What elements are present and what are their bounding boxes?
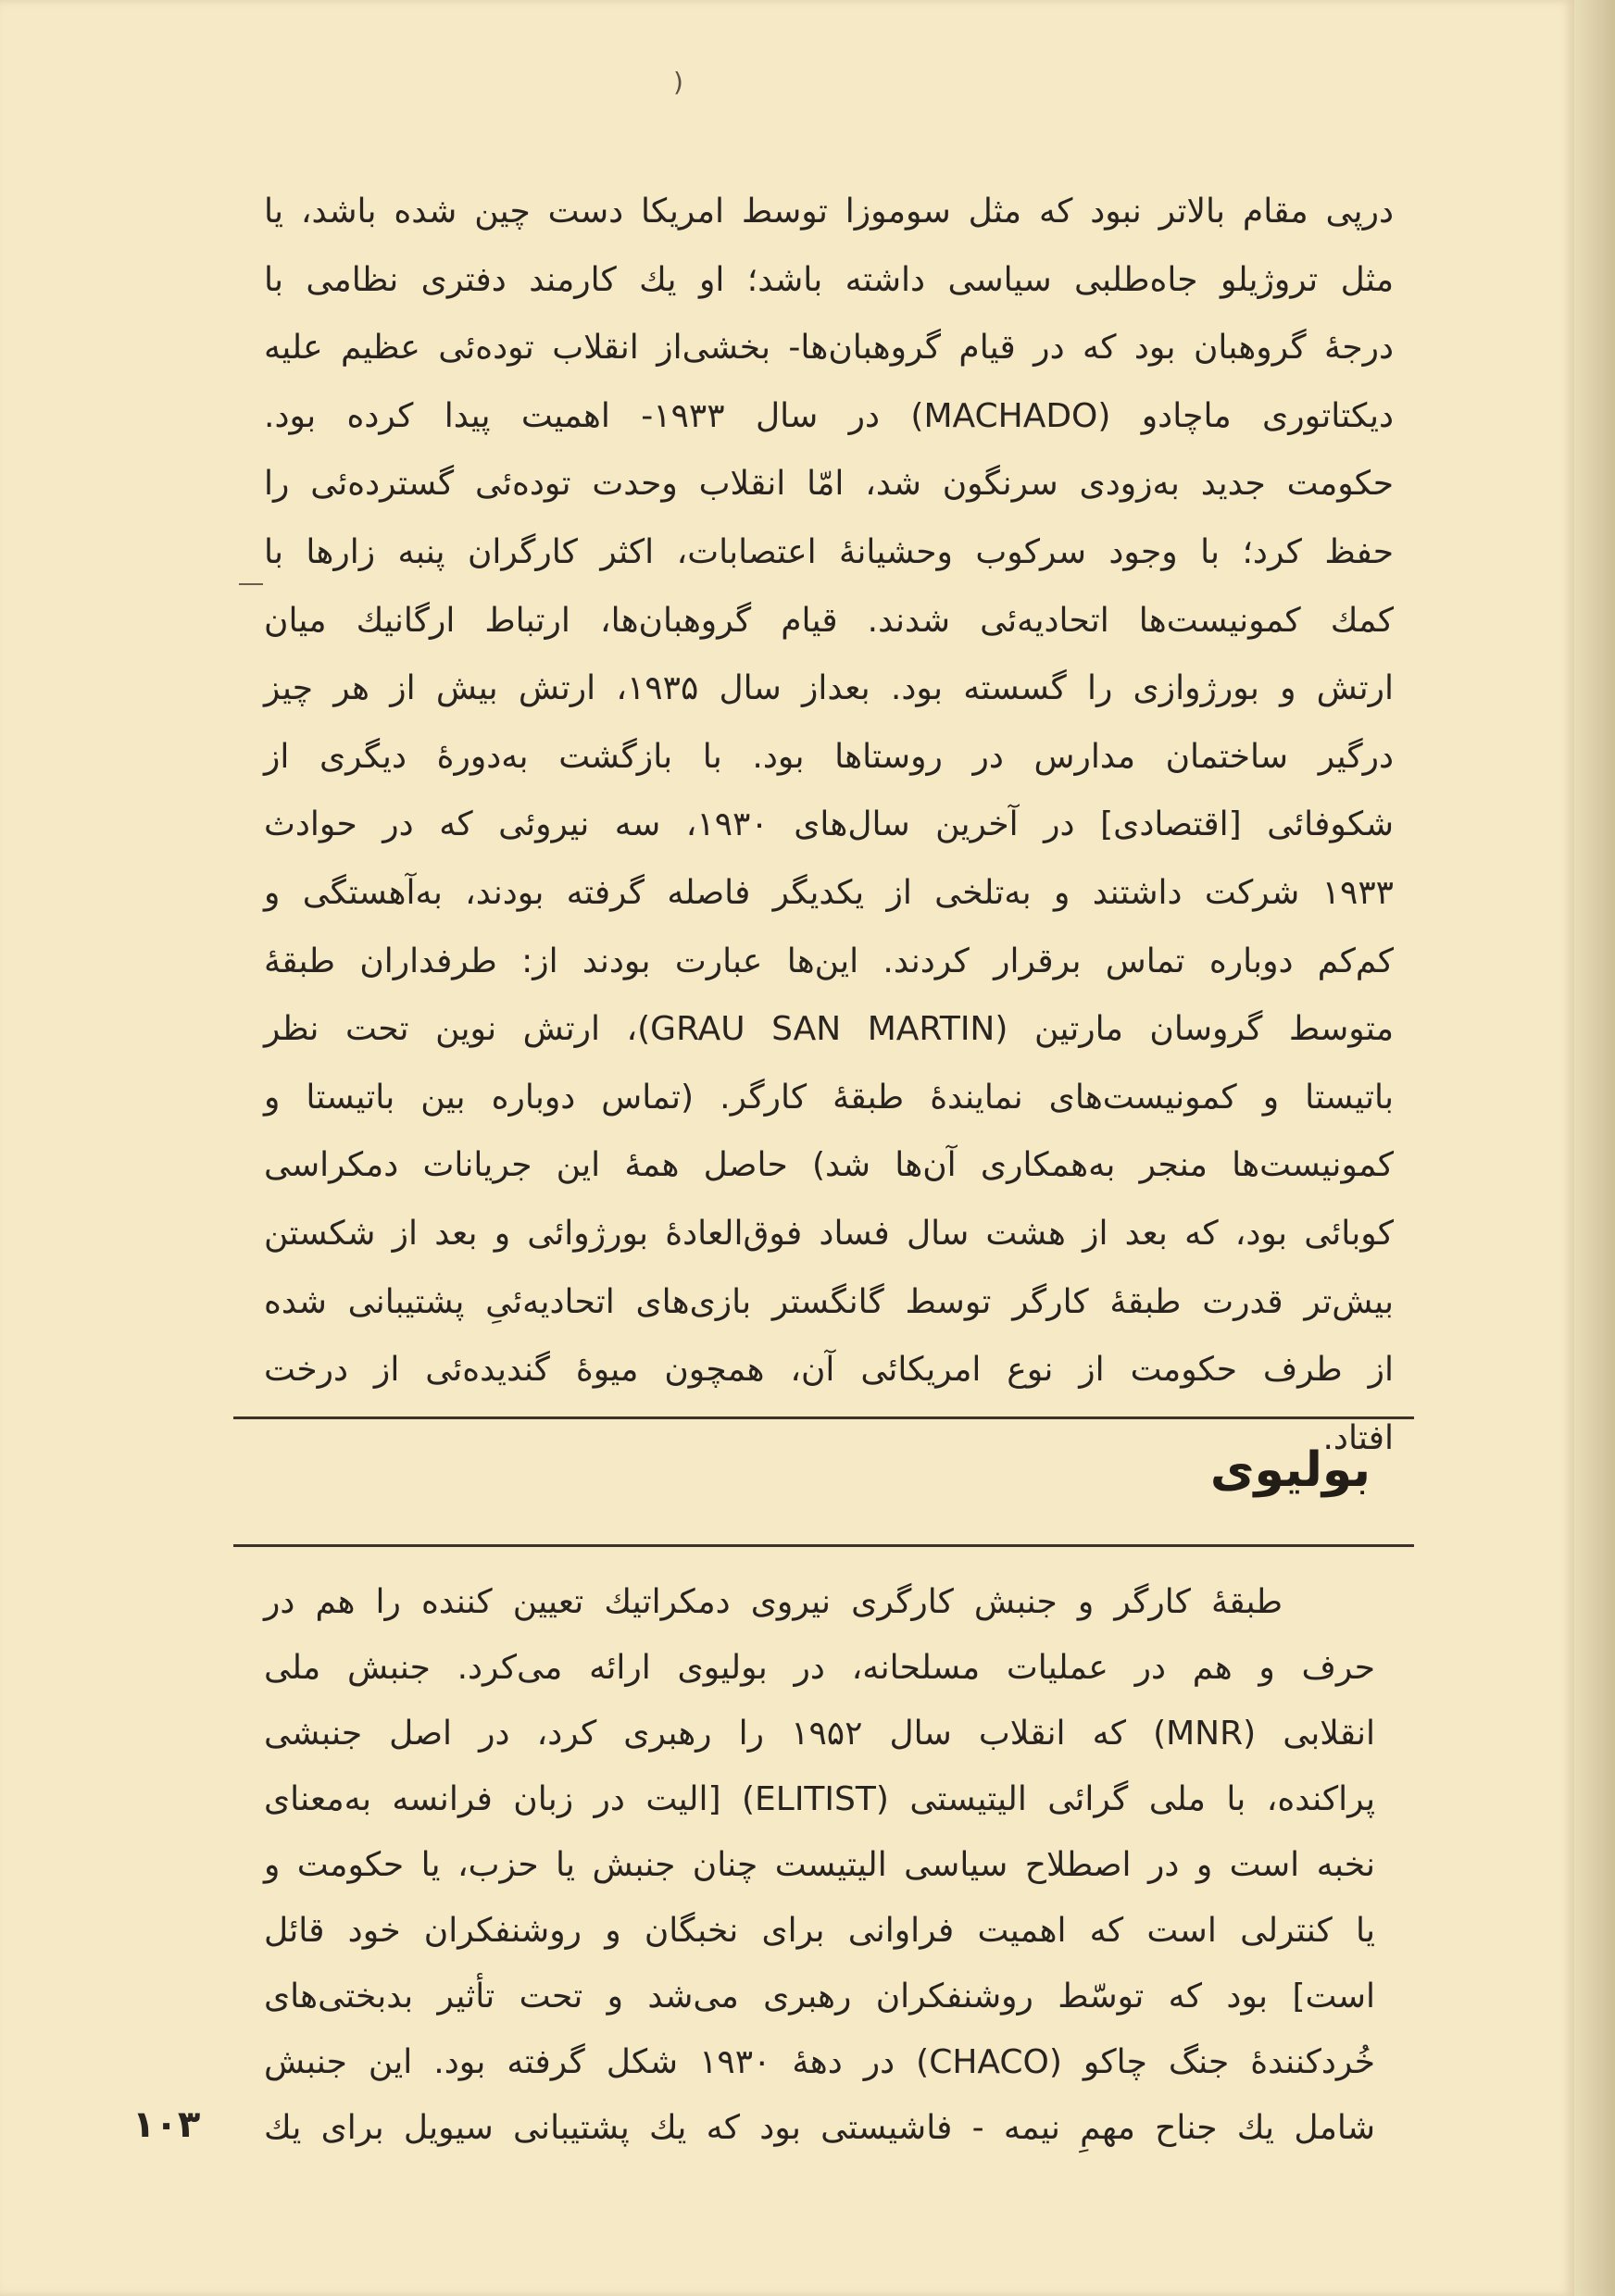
section-divider-bottom xyxy=(233,1544,1414,1547)
text-line: درگیر ساختمان مدارس در روستاها بود. با بازگشت به‌دورهٔ دیگری از xyxy=(264,737,1394,776)
text-line: کمك کمونیست‌ها اتحادیه‌ئی شدند. قیام گروهبان‌ها، ارتباط ارگانیك میان xyxy=(264,601,1394,640)
text-line: کمونیست‌ها منجر به‌همکاری آن‌ها شد) حاصل همهٔ این جریانات دمکراسی xyxy=(264,1146,1394,1185)
paragraph-bolivia xyxy=(264,1569,1375,2161)
text-line: حرف و هم در عملیات مسلحانه، در بولیوی ارائه می‌کرد. جنبش ملی xyxy=(264,1649,1375,1687)
page-number: ۱۰۳ xyxy=(132,2103,201,2146)
page-edge xyxy=(1574,0,1615,2296)
text-line: افتاد. xyxy=(1322,1418,1394,1457)
paragraph-cuba-continuation xyxy=(264,178,1394,1472)
top-margin-mark: ) xyxy=(673,67,683,97)
text-line: حکومت جدید به‌زودی سرنگون شد، امّا انقلاب وحدت توده‌ئی گسترده‌ئی را xyxy=(264,465,1394,504)
text-line: از طرف حکومت از نوع امریکائی آن، همچون میوهٔ گندیده‌ئی از درخت xyxy=(264,1351,1394,1390)
text-line: پراکنده، با ملی گرائی الیتیستی (ELITIST) [الیت در زبان فرانسه به‌معنای xyxy=(264,1780,1375,1818)
text-line: شامل یك جناح مهمِ نیمه - فاشیستی بود که یك پشتیبانی سیویل برای یك xyxy=(264,2109,1375,2147)
text-line: درپی مقام بالاتر نبود که مثل سوموزا توسط امریکا دست چین شده باشد، یا xyxy=(264,193,1394,231)
text-line: باتیستا و کمونیست‌های نمایندهٔ طبقهٔ کارگر. (تماس دوباره بین باتیستا و xyxy=(264,1078,1394,1117)
text-line: متوسط گروسان مارتین (GRAU SAN MARTIN)، ارتش نوین تحت نظر xyxy=(264,1010,1394,1049)
text-line: حفظ کرد؛ با وجود سرکوب وحشیانهٔ اعتصابات، اکثر کارگران پنبه زارها با xyxy=(264,532,1394,571)
section-heading: بولیوی xyxy=(1209,1442,1371,1498)
text-line: انقلابی (MNR) که انقلاب سال ۱۹۵۲ را رهبری کرد، در اصل جنبشی xyxy=(264,1715,1375,1753)
text-line: بیش‌تر قدرت طبقهٔ کارگر توسط گانگستر بازی‌های اتحادیه‌ئیِ پشتیبانی شده xyxy=(264,1282,1394,1321)
text-line: یا کنترلی است که اهمیت فراوانی برای نخبگان و روشنفکران خود قائل xyxy=(264,1912,1375,1950)
text-line: درجهٔ گروهبان بود که در قیام گروهبان‌ها- بخشی‌از انقلاب توده‌ئی عظیم علیه xyxy=(264,329,1394,368)
text-line: است] بود که توسّط روشنفکران رهبری می‌شد و تحت تأثیر بدبختی‌های xyxy=(264,1978,1375,2015)
text-line: کم‌کم دوباره تماس برقرار کردند. این‌ها عبارت بودند از: طرفداران طبقهٔ xyxy=(264,942,1394,980)
text-line: شکوفائی [اقتصادی] در آخرین سال‌های ۱۹۳۰، سه نیروئی که در حوادث xyxy=(264,805,1394,844)
text-line: دیکتاتوری ماچادو (MACHADO) در سال ۱۹۳۳- اهمیت پیدا کرده بود. xyxy=(264,396,1394,435)
margin-pencil-mark xyxy=(239,583,263,585)
text-line: ۱۹۳۳ شرکت داشتند و به‌تلخی از یکدیگر فاصله گرفته بودند، به‌آهستگی و xyxy=(264,873,1394,912)
text-line: کوبائی بود، که بعد از هشت سال فساد فوق‌العادهٔ بورژوائی و بعد از شکستن xyxy=(264,1214,1394,1253)
text-line: مثل تروژیلو جاه‌طلبی سیاسی داشته باشد؛ او یك کارمند دفتری نظامی با xyxy=(264,260,1394,299)
text-line: طبقهٔ کارگر و جنبش کارگری نیروی دمکراتیك تعیین کننده را هم در xyxy=(264,1583,1283,1621)
text-line: خُردکنندهٔ جنگ چاکو (CHACO) در دههٔ ۱۹۳۰ شکل گرفته بود. این جنبش xyxy=(264,2043,1376,2081)
text-line: نخبه است و در اصطلاح سیاسی الیتیست چنان جنبش یا حزب، یا حکومت و xyxy=(264,1846,1375,1884)
text-line: ارتش و بورژوازی را گسسته بود. بعداز سال ۱۹۳۵، ارتش بیش از هر چیز xyxy=(264,669,1394,708)
section-divider-top xyxy=(233,1416,1414,1419)
